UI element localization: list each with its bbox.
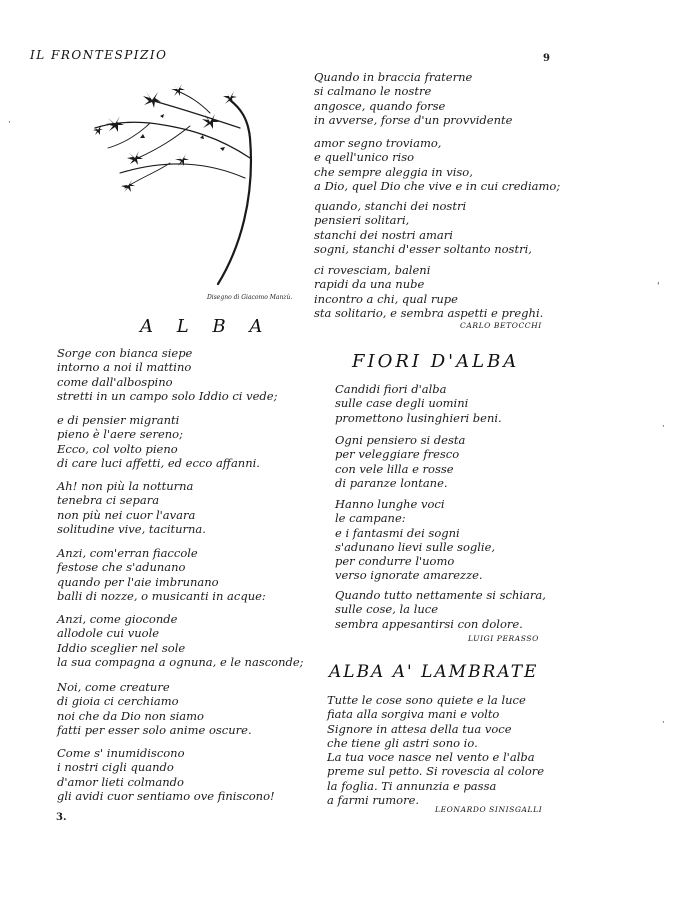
illustration-credit: Disegno di Giacomo Manzù. [207,294,293,301]
verse-line: Tutte le cose sono quiete e la luce [327,693,526,707]
stanza [57,413,260,470]
verse-line: si calmano le nostre [314,84,432,99]
verse-line: incontro a chi, qual rupe [314,291,458,306]
verse-line: per condurre l'uomo [335,554,455,569]
author-signature: LEONARDO SINISGALLI [435,805,543,814]
author-signature: CARLO BETOCCHI [460,321,542,330]
verse-line: Anzi, com'erran fiaccole [57,546,198,560]
verse-line: come dall'albospino [57,374,173,389]
verse-line: promettono lusinghieri beni. [335,410,502,425]
flower-1 [143,92,161,108]
verse-line: sembra appesantirsi con dolore. [335,616,523,631]
verse-line: in avverse, forse d'un provvidente [314,112,513,127]
verse-line: Ah! non più la notturna [57,479,194,493]
stanza [335,433,465,490]
verse-line: e di pensier migranti [57,413,180,427]
verse-line: fiata alla sorgiva mani e volto [327,707,500,722]
verse-line: di gioia ci cerchiamo [57,694,179,709]
poem-title: A L B A [140,316,272,337]
verse-line: pieno è l'aere sereno; [57,427,183,442]
verse-line: la foglia. Ti annunzia e passa [327,778,497,793]
verse-line: Hanno lunghe voci [335,497,445,511]
stanza [335,497,495,583]
verse-line: quando, stanchi dei nostri [314,199,467,213]
verse-line: Quando tutto nettamente si schiara, [335,588,546,602]
verse-line: rapidi da una nube [314,277,425,292]
verse-line: pensieri solitari, [314,213,410,228]
verse-line: La tua voce nasce nel vento e l'alba [327,750,535,765]
verse-line: sulle cose, la luce [335,602,439,617]
verse-line: balli di nozze, o musicanti in acque: [57,588,266,603]
stanza [314,70,512,127]
verse-line: Iddio sceglier nel sole [57,640,186,655]
stanza [335,588,546,631]
verse-line: angosce, quando forse [314,98,446,113]
verse-line: Noi, come creature [57,680,170,694]
stanza [57,479,206,536]
magazine-title: IL FRONTESPIZIO [30,48,168,62]
verse-line: Quando in braccia fraterne [314,70,473,84]
stanza [335,382,502,425]
verse-line: a farmi rumore. [327,793,420,808]
verse-line: s'adunano lievi sulle soglie, [335,539,496,554]
verse-line: ci rovesciam, baleni [314,263,431,277]
verse-line: stretti in un campo solo Iddio ci vede; [57,388,278,403]
stanza [314,199,532,256]
verse-line: d'amor lieti colmando [57,774,184,789]
verse-line: allodole cui vuole [57,626,160,641]
verse-line: quando per l'aie imbrunano [57,574,219,589]
print-mark: ' [657,282,660,292]
verse-line: tenebra ci separa [57,493,160,508]
verse-line: con vele lilla e rosse [335,461,454,476]
verse-line: verso ignorate amarezze. [335,568,483,583]
verse-line: Signore in attesa della tua voce [327,721,512,736]
stanza [314,263,543,320]
verse-line: noi che da Dio non siamo [57,708,204,723]
print-mark: · [662,422,665,432]
flower-2 [106,116,124,132]
stanza [327,693,544,807]
verse-line: Ecco, col volto pieno [57,441,178,456]
stanza [314,136,560,193]
verse-line: per veleggiare fresco [335,447,460,462]
stanza [57,346,277,403]
signature-number: 3. [56,812,67,823]
verse-line: le campane: [335,511,406,526]
verse-line: di paranze lontane. [335,475,448,490]
stanza [57,546,266,603]
stanza [57,612,304,669]
verse-line: che sempre aleggia in viso, [314,164,473,179]
verse-line: solitudine vive, taciturna. [57,521,206,536]
flower-branch-illustration [90,78,270,290]
verse-line: Come s' inumidiscono [57,746,185,760]
verse-line: sulle case degli uomini [335,396,469,411]
verse-line: fatti per esser solo anime oscure. [57,722,252,737]
poem-title: ALBA A' LAMBRATE [329,662,539,682]
verse-line: sogni, stanchi d'esser soltanto nostri, [314,241,532,256]
verse-line: amor segno troviamo, [314,136,442,150]
flower-7 [121,180,135,192]
verse-line: preme sul petto. Si rovescia al colore [327,764,545,779]
page-number: 9 [543,53,550,64]
verse-line: sta solitario, e sembra aspetti e preghi. [314,305,544,320]
poem-title: FIORI D'ALBA [352,351,520,372]
verse-line: che tiene gli astri sono io. [327,735,478,750]
verse-line: Sorge con bianca siepe [57,346,193,360]
verse-line: non più nei cuor l'avara [57,507,196,522]
verse-line: Anzi, come gioconde [57,612,178,626]
print-mark: · [8,118,11,128]
flower-5 [171,84,185,96]
flower-6 [127,151,143,165]
verse-line: la sua compagna a ognuna, e le nasconde; [57,654,304,669]
verse-line: a Dio, quel Dio che vive e in cui crediamo; [314,178,561,193]
verse-line: i nostri cigli quando [57,760,174,775]
verse-line: stanchi dei nostri amari [314,227,453,242]
stanza [57,746,275,803]
verse-line: e i fantasmi dei sogni [335,525,460,540]
author-signature: LUIGI PERASSO [468,634,539,643]
verse-line: festose che s'adunano [57,560,186,575]
verse-line: Candidi fiori d'alba [335,382,447,396]
verse-line: intorno a noi il mattino [57,360,192,375]
flower-4 [223,91,237,104]
verse-line: Ogni pensiero si desta [335,433,466,447]
verse-line: di care luci affetti, ed ecco affanni. [57,455,260,470]
print-mark: · [662,718,665,728]
verse-line: e quell'unico riso [314,150,415,165]
stanza [57,680,252,737]
verse-line: gli avidi cuor sentiamo ove finiscono! [57,788,275,803]
